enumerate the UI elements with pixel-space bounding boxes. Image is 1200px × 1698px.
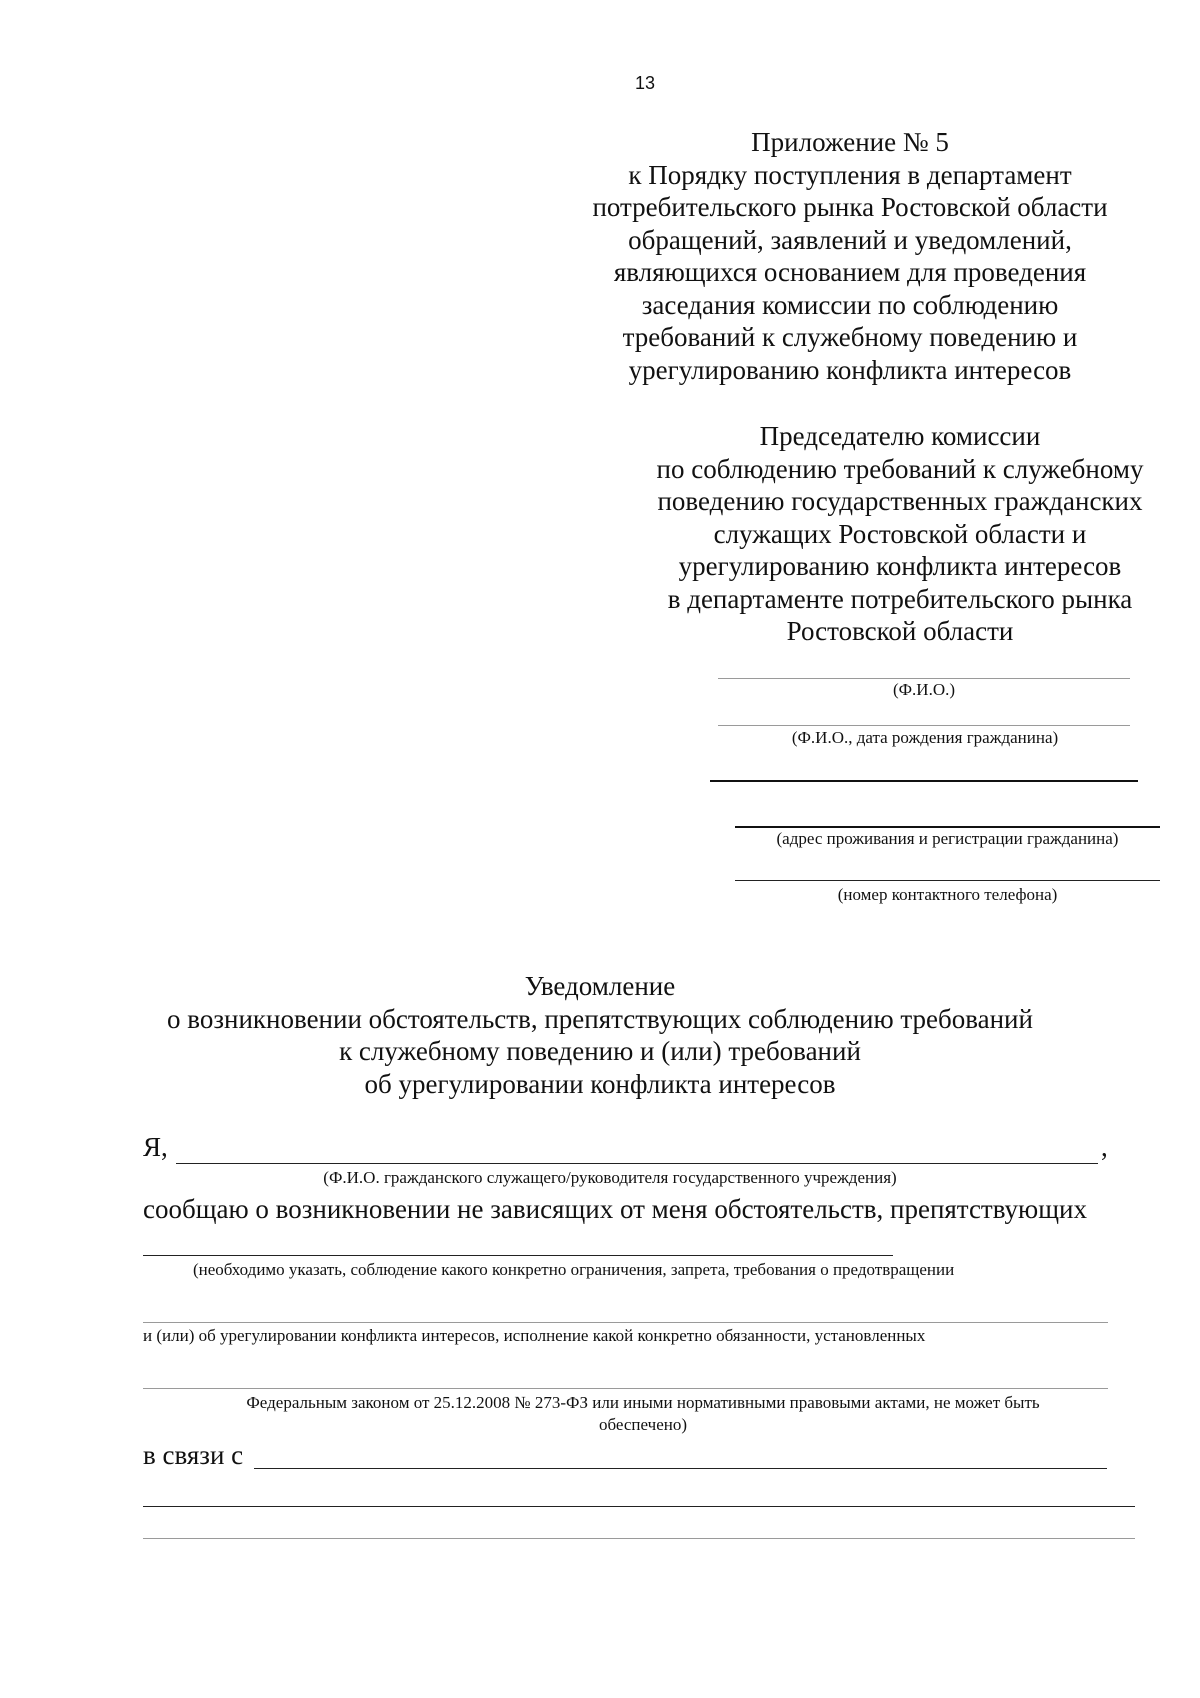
notice-title-line: Уведомление xyxy=(524,971,676,1001)
appendix-line: потребительского рынка Ростовской области xyxy=(592,192,1108,222)
reason-fill-line-1[interactable] xyxy=(254,1468,1107,1469)
appendix-heading xyxy=(560,126,1140,386)
addressee-line: Председателю комиссии xyxy=(759,421,1041,451)
notice-title-line: к служебному поведению и (или) требований xyxy=(339,1036,861,1066)
fio-caption: (Ф.И.О.) xyxy=(892,680,956,699)
fio-fill-line[interactable] xyxy=(718,678,1130,679)
reason-label: в связи с xyxy=(143,1440,244,1470)
fio-birth-fill-line[interactable] xyxy=(718,725,1130,726)
appendix-line: урегулированию конфликта интересов xyxy=(628,354,1072,385)
addressee-line: урегулированию конфликта интересов xyxy=(678,551,1122,581)
phone-fill-line[interactable] xyxy=(735,880,1160,881)
circumstance-fill-line-2[interactable] xyxy=(143,1322,1108,1323)
appendix-line: Приложение № 5 xyxy=(751,127,949,157)
note-line-1: (необходимо указать, соблюдение какого конкретно ограничения, запрета, требования о предотвращении xyxy=(193,1260,955,1279)
appendix-line: заседания комиссии по соблюдению xyxy=(641,289,1059,320)
notice-title-line: о возникновении обстоятельств, препятствующих соблюдению требований xyxy=(167,1003,1033,1034)
addressee-line: в департаменте потребительского рынка xyxy=(667,583,1133,614)
name-caption: (Ф.И.О. гражданского служащего/руководителя государственного учреждения) xyxy=(323,1168,897,1187)
appendix-line: обращений, заявлений и уведомлений, xyxy=(628,224,1072,255)
address-caption: (адрес проживания и регистрации гражданина) xyxy=(776,829,1119,848)
appendix-line: требований к служебному поведению и xyxy=(622,322,1078,352)
circumstance-fill-line-1[interactable] xyxy=(143,1255,893,1256)
addressee-line: поведению государственных гражданских xyxy=(657,486,1143,516)
circumstance-fill-line-3[interactable] xyxy=(143,1388,1108,1389)
ya-comma: , xyxy=(1101,1132,1108,1162)
reason-fill-line-3[interactable] xyxy=(143,1538,1135,1539)
reason-fill-line-2[interactable] xyxy=(143,1506,1135,1507)
addressee-block xyxy=(650,420,1150,648)
addressee-line: по соблюдению требований к служебному xyxy=(656,453,1144,484)
addressee-line: Ростовской области xyxy=(786,616,1014,646)
notice-title-line: об урегулировании конфликта интересов xyxy=(364,1068,836,1099)
note-line-2: и (или) об урегулировании конфликта интересов, исполнение какой конкретно обязанности, установленных xyxy=(143,1326,926,1345)
page-number: 13 xyxy=(634,73,656,93)
name-fill-line[interactable] xyxy=(176,1163,1098,1164)
addressee-line: служащих Ростовской области и xyxy=(713,518,1087,549)
phone-caption: (номер контактного телефона) xyxy=(837,885,1058,904)
note-line-4: обеспечено) xyxy=(598,1415,687,1434)
appendix-line: являющихся основанием для проведения xyxy=(613,257,1087,287)
appendix-line: к Порядку поступления в департамент xyxy=(628,159,1072,190)
address-fill-line[interactable] xyxy=(735,826,1160,828)
extra-fill-line[interactable] xyxy=(710,780,1138,782)
note-line-3: Федеральным законом от 25.12.2008 № 273-ФЗ или иными нормативными правовыми актами, не может быть xyxy=(246,1393,1040,1412)
ya-label: Я, xyxy=(143,1132,168,1162)
fio-birth-caption: (Ф.И.О., дата рождения гражданина) xyxy=(791,728,1059,747)
notice-title xyxy=(150,970,1050,1100)
report-text: сообщаю о возникновении не зависящих от меня обстоятельств, препятствующих xyxy=(143,1194,1087,1224)
